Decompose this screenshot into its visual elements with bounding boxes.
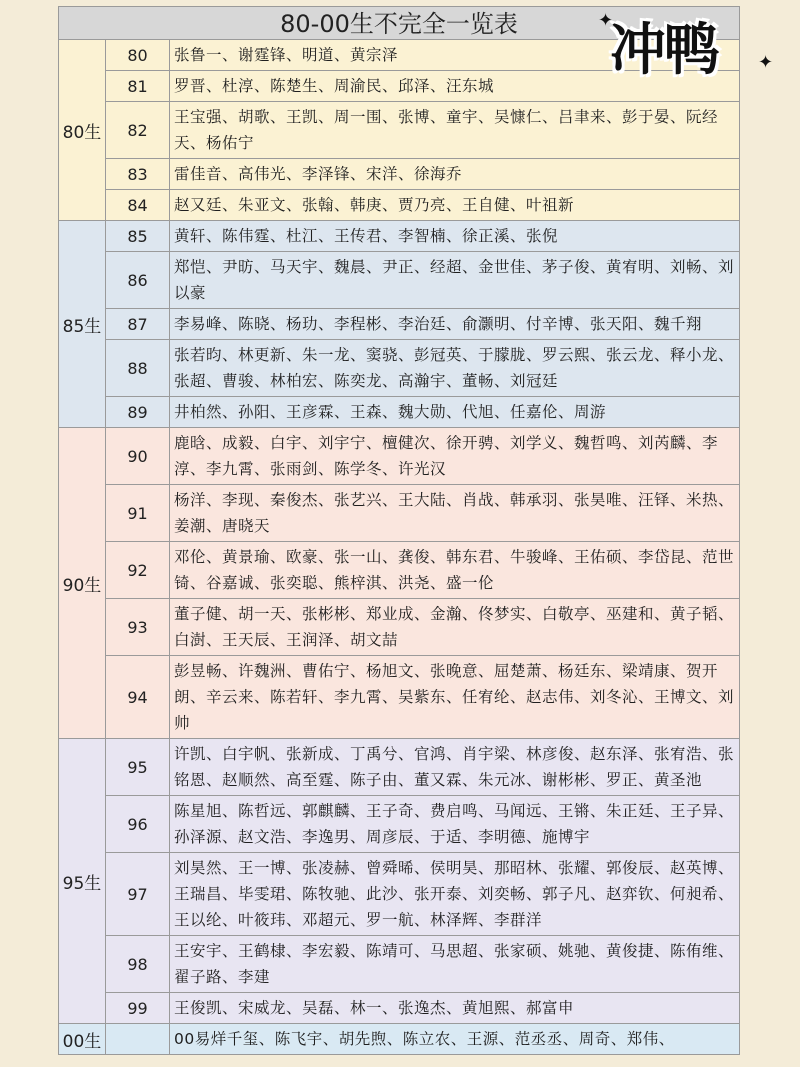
- sparkle-icon: ✦: [758, 52, 774, 73]
- year-cell: 87: [106, 309, 170, 339]
- group-95s: [58, 739, 740, 1024]
- names-cell: 董子健、胡一天、张彬彬、郑业成、金瀚、佟梦实、白敬亭、巫建和、黄子韬、白澍、王天辰、王润泽、胡文喆: [170, 599, 739, 655]
- table-row: [106, 542, 739, 599]
- year-cell: 97: [106, 853, 170, 935]
- names-cell: 雷佳音、高伟光、李泽锋、宋洋、徐海乔: [170, 159, 739, 189]
- table-sheet: [58, 6, 740, 1055]
- names-cell: 赵又廷、朱亚文、张翰、韩庚、贾乃亮、王自健、叶祖新: [170, 190, 739, 220]
- year-cell: 99: [106, 993, 170, 1023]
- table-row: [106, 221, 739, 252]
- table-row: [106, 739, 739, 796]
- group-label: 90生: [59, 428, 106, 738]
- names-cell: 张鲁一、谢霆锋、明道、黄宗泽: [170, 40, 739, 70]
- table-row: [106, 796, 739, 853]
- names-cell: 王宝强、胡歌、王凯、周一围、张博、童宇、吴慷仁、吕聿来、彭于晏、阮经天、杨佑宁: [170, 102, 739, 158]
- names-cell: 井柏然、孙阳、王彦霖、王森、魏大勋、代旭、任嘉伦、周游: [170, 397, 739, 427]
- names-cell: 黄轩、陈伟霆、杜江、王传君、李智楠、徐正溪、张倪: [170, 221, 739, 251]
- table-row: [106, 190, 739, 220]
- logo-text: 冲鸭: [610, 18, 718, 83]
- table-row: [106, 159, 739, 190]
- table-row: [106, 1024, 739, 1054]
- page-title: 80-00生不完全一览表: [58, 6, 740, 40]
- sparkle-icon: ✦: [598, 10, 614, 31]
- year-cell: 82: [106, 102, 170, 158]
- names-cell: 李易峰、陈晓、杨玏、李程彬、李治廷、俞灏明、付辛博、张天阳、魏千翔: [170, 309, 739, 339]
- table-row: [106, 853, 739, 936]
- group-label: 95生: [59, 739, 106, 1023]
- table-row: [106, 656, 739, 738]
- names-cell: 邓伦、黄景瑜、欧豪、张一山、龚俊、韩东君、牛骏峰、王佑硕、李岱昆、范世锜、谷嘉诚、张奕聪、熊梓淇、洪尧、盛一伦: [170, 542, 739, 598]
- names-cell: 郑恺、尹昉、马天宇、魏晨、尹正、经超、金世佳、茅子俊、黄宥明、刘畅、刘以豪: [170, 252, 739, 308]
- names-cell: 鹿晗、成毅、白宇、刘宇宁、檀健次、徐开骋、刘学义、魏哲鸣、刘芮麟、李淳、李九霄、张雨剑、陈学冬、许光汉: [170, 428, 739, 484]
- year-cell: 93: [106, 599, 170, 655]
- group-90s: [58, 428, 740, 739]
- year-cell: [106, 1024, 170, 1054]
- year-cell: 84: [106, 190, 170, 220]
- brand-logo: [598, 4, 778, 83]
- year-cell: 81: [106, 71, 170, 101]
- group-label: 80生: [59, 40, 106, 220]
- table-row: [106, 397, 739, 427]
- table-row: [106, 102, 739, 159]
- year-cell: 85: [106, 221, 170, 251]
- table-row: [106, 309, 739, 340]
- names-cell: 张若昀、林更新、朱一龙、窦骁、彭冠英、于朦胧、罗云熙、张云龙、释小龙、张超、曹骏、林柏宏、陈奕龙、高瀚宇、董畅、刘冠廷: [170, 340, 739, 396]
- group-85s: [58, 221, 740, 428]
- year-cell: 94: [106, 656, 170, 738]
- group-label: 00生: [59, 1024, 106, 1054]
- group-00s: [58, 1024, 740, 1055]
- year-cell: 92: [106, 542, 170, 598]
- names-cell: 00易烊千玺、陈飞宇、胡先煦、陈立农、王源、范丞丞、周奇、郑伟、: [170, 1024, 739, 1054]
- year-cell: 95: [106, 739, 170, 795]
- year-cell: 90: [106, 428, 170, 484]
- names-cell: 杨洋、李现、秦俊杰、张艺兴、王大陆、肖战、韩承羽、张昊唯、汪铎、米热、姜潮、唐晓天: [170, 485, 739, 541]
- names-cell: 陈星旭、陈哲远、郭麒麟、王子奇、费启鸣、马闻远、王锵、朱正廷、王子异、孙泽源、赵文浩、李逸男、周彦辰、于适、李明德、施博宇: [170, 796, 739, 852]
- year-cell: 83: [106, 159, 170, 189]
- table-row: [106, 993, 739, 1023]
- year-cell: 86: [106, 252, 170, 308]
- table-row: [106, 936, 739, 993]
- names-cell: 王俊凯、宋威龙、吴磊、林一、张逸杰、黄旭熙、郝富申: [170, 993, 739, 1023]
- names-cell: 许凯、白宇帆、张新成、丁禹兮、官鸿、肖宇梁、林彦俊、赵东泽、张宥浩、张铭恩、赵顺然、高至霆、陈子由、董又霖、朱元冰、谢彬彬、罗正、黄圣池: [170, 739, 739, 795]
- year-cell: 88: [106, 340, 170, 396]
- names-cell: 彭昱畅、许魏洲、曹佑宁、杨旭文、张晚意、屈楚萧、杨廷东、梁靖康、贺开朗、辛云来、陈若轩、李九霄、吴紫东、任宥纶、赵志伟、刘冬沁、王博文、刘帅: [170, 656, 739, 738]
- table-row: [106, 599, 739, 656]
- year-cell: 91: [106, 485, 170, 541]
- table-row: [106, 428, 739, 485]
- names-cell: 刘昊然、王一博、张凌赫、曾舜晞、侯明昊、那昭林、张耀、郭俊辰、赵英博、王瑞昌、毕雯珺、陈牧驰、此沙、张开泰、刘奕畅、郭子凡、赵弈钦、何昶希、王以纶、叶筱玮、邓超元、罗一航、林泽辉、李群洋: [170, 853, 739, 935]
- table-row: [106, 485, 739, 542]
- table-row: [106, 252, 739, 309]
- group-label: 85生: [59, 221, 106, 427]
- names-cell: 罗晋、杜淳、陈楚生、周渝民、邱泽、汪东城: [170, 71, 739, 101]
- year-cell: 80: [106, 40, 170, 70]
- table-row: [106, 340, 739, 397]
- names-cell: 王安宇、王鹤棣、李宏毅、陈靖可、马思超、张家硕、姚驰、黄俊捷、陈侑维、翟子路、李建: [170, 936, 739, 992]
- year-cell: 96: [106, 796, 170, 852]
- year-cell: 98: [106, 936, 170, 992]
- year-cell: 89: [106, 397, 170, 427]
